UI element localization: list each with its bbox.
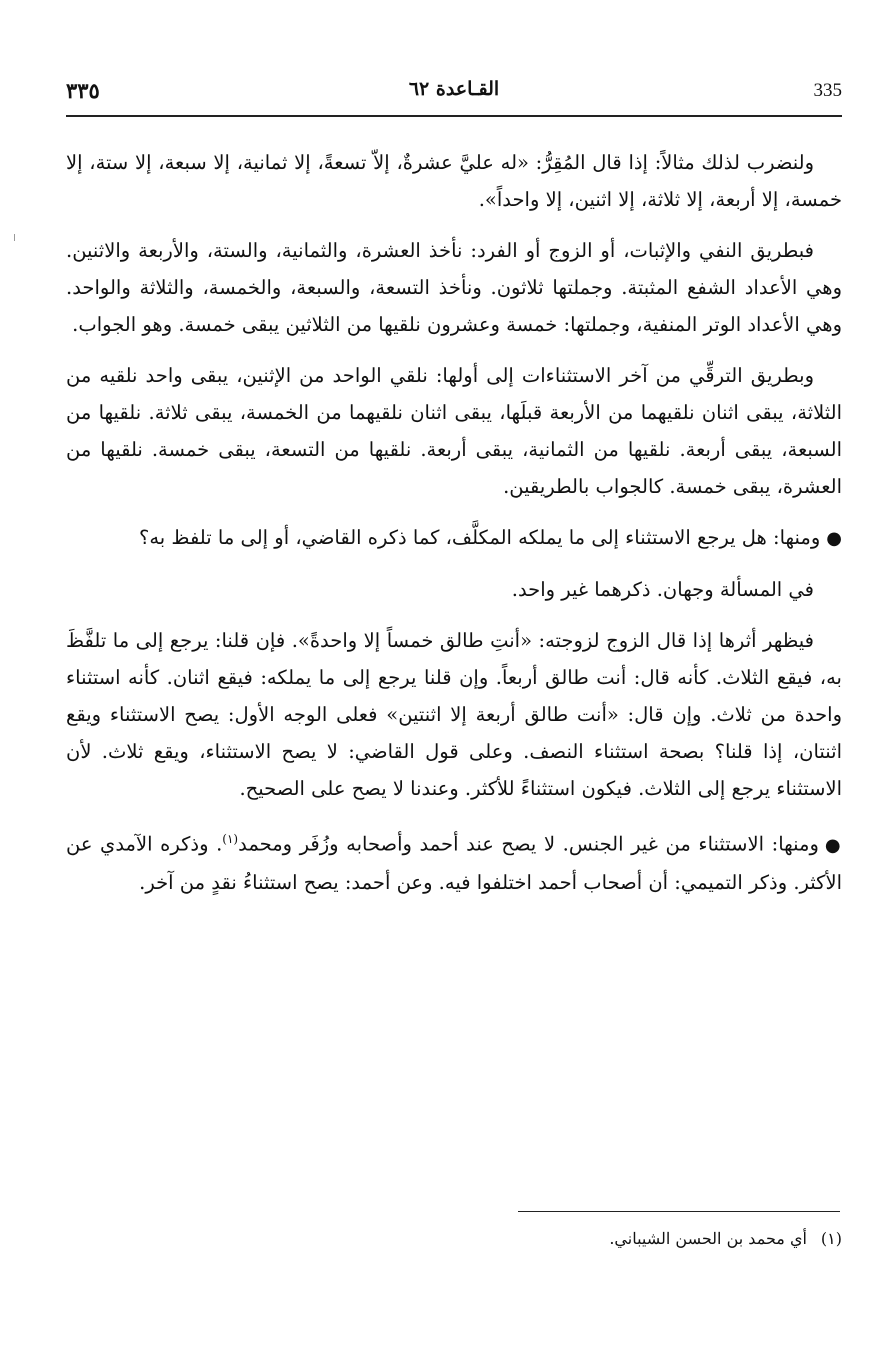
page-number-arabic: ٣٣٥ (66, 78, 100, 103)
page-header (66, 76, 842, 112)
bullet-paragraph (66, 519, 842, 557)
bullet-paragraph (66, 821, 842, 901)
footnote-rule (518, 1211, 840, 1212)
paragraph: فيظهر أثرها إذا قال الزوج لزوجته: «أنتِ طالق خمساً إلا واحدةً». فإن قلنا: يرجع إلى ما تلفَّظَ به، فيقع الثلاث. كأنه قال: أنت طالق أربعاً. وإن قلنا يرجع إلى ما يملكه: فيقع اثنان. كأنه استثناء واحدة من ثلاث. وإن قال: «أنت طالق أربعة إلا اثنتين» فعلى الوجه الأول: يصح الاستثناء ويقع اثنتان، إذا قلنا؟ بصحة استثناء النصف. وعلى قول القاضي: لا يصح الاستثناء، ويقع ثلاث. لأن الاستثناء يرجع إلى الثلاث. فيكون استثناءً للأكثر. وعندنا لا يصح على الصحيح. (66, 629, 842, 800)
page-number-latin: 335 (813, 80, 842, 101)
bullet-icon: ● (824, 834, 842, 856)
header-rule (66, 115, 842, 117)
footnote-number: (١) (820, 1229, 842, 1248)
paragraph: فبطريق النفي والإثبات، أو الزوج أو الفرد: نأخذ العشرة، والثمانية، والستة، والأربعة والاثنين. وهي الأعداد الشفع المثبتة. وجملتها ثلاثون. ونأخذ التسعة، والسبعة، والخمسة، والثلاثة والواحد. وهي الأعداد الوتر المنفية، وجملتها: خمسة وعشرون نلقيها من الثلاثين يبقى خمسة. وهو الجواب. (66, 239, 842, 336)
paragraph-text: . وذكره الآمدي عن الأكثر. وذكر التميمي: أن أصحاب أحمد اختلفوا فيه. وعن أحمد: يصح استثناءُ نقدٍ من آخر. (66, 832, 842, 894)
paragraph: في المسألة وجهان. ذكرهما غير واحد. (511, 578, 814, 601)
paragraph-text: ومنها: هل يرجع الاستثناء إلى ما يملكه المكلَّف، كما ذكره القاضي، أو إلى ما تلفظ به؟ (139, 526, 821, 549)
paragraph: ولنضرب لذلك مثالاً: إذا قال المُقِرُّ: «له عليَّ عشرةٌ، إلاّ تسعةً، إلا ثمانية، إلا سبعة، إلا ستة، إلا خمسة، إلا أربعة، إلا ثلاثة، إلا اثنين، إلا واحداً». (66, 151, 842, 211)
margin-mark (14, 234, 15, 241)
bullet-icon: ● (826, 528, 842, 549)
footnote (342, 1225, 842, 1253)
paragraph-text: ومنها: الاستثناء من غير الجنس. لا يصح عند أحمد وأصحابه وزُفَر ومحمد (238, 832, 819, 856)
running-title: القـاعدة ٦٢ (408, 78, 500, 100)
paragraph: وبطريق الترقِّي من آخر الاستثناءات إلى أولها: نلقي الواحد من الإثنين، يبقى واحد نلقيه من الثلاثة، يبقى اثنان نلقيهما من الأربعة قبلَها، يبقى اثنان نلقيهما من الخمسة، يبقى ثلاثة. نلقيها من السبعة، يبقى أربعة. نلقيها من الثمانية، يبقى أربعة. نلقيها من التسعة، يبقى خمسة. نلقيها من العشرة، يبقى خمسة. كالجواب بالطريقين. (66, 364, 842, 498)
footnote-reference[interactable]: (١) (222, 832, 239, 846)
footnote-text: أي محمد بن الحسن الشيباني. (609, 1229, 807, 1248)
body-text (66, 144, 842, 915)
